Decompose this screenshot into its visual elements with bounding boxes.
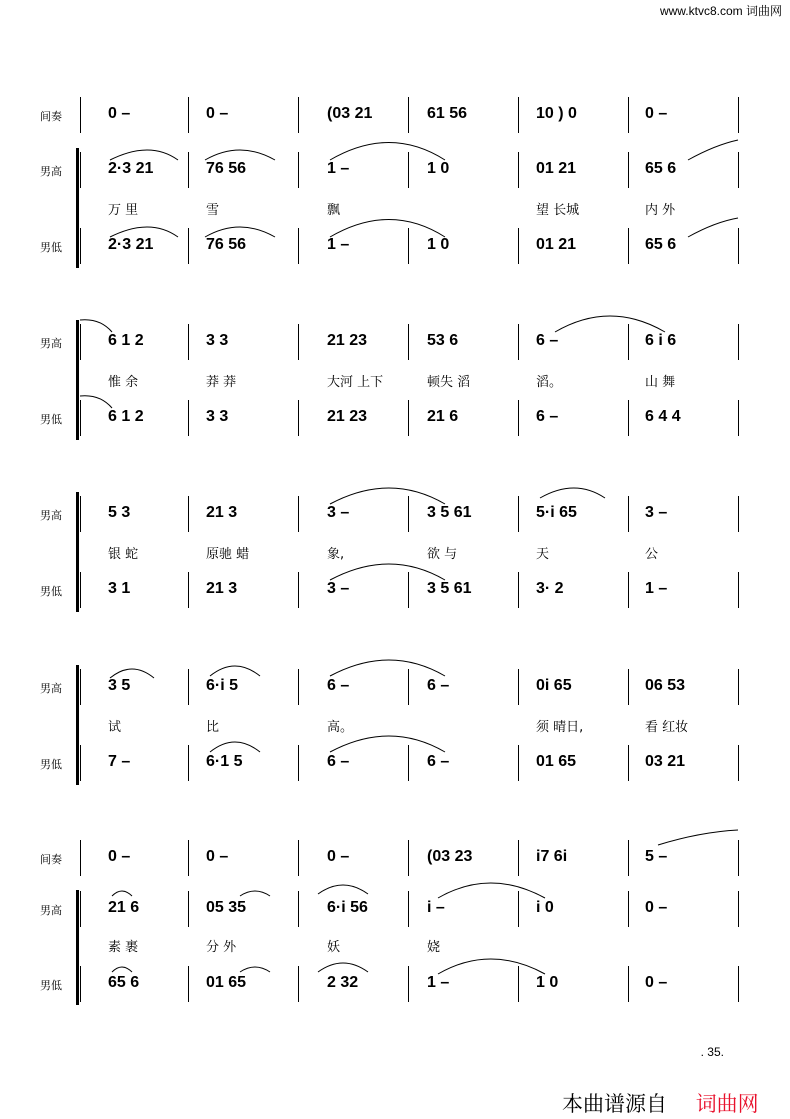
note-group: 6 i 6 — [645, 332, 677, 349]
note-group: 65 6 — [645, 236, 677, 253]
note-group: 3 – — [327, 504, 350, 521]
note-group: 1 – — [327, 160, 350, 177]
slur — [112, 891, 132, 896]
slur — [330, 736, 445, 752]
slur — [330, 564, 445, 580]
voice-label: 男低 — [40, 585, 62, 598]
note-group: 3 5 — [108, 677, 131, 694]
lyric-text: 公 — [645, 547, 659, 562]
lyric-text: 高。 — [327, 720, 354, 735]
lyric-text: 象, — [327, 547, 345, 562]
lyric-text: 妖 — [327, 940, 341, 955]
voice-label: 间奏 — [40, 853, 62, 866]
note-group: 6 – — [327, 753, 350, 770]
note-group: 3 3 — [206, 332, 229, 349]
note-group: 65 6 — [645, 160, 677, 177]
note-group: 1 – — [327, 236, 350, 253]
slur — [210, 742, 260, 752]
slur — [240, 891, 270, 896]
lyric-text: 滔。 — [536, 375, 563, 390]
slur — [318, 885, 368, 894]
lyric-text: 欲 与 — [427, 547, 458, 562]
slur — [210, 666, 260, 676]
note-group: 3 1 — [108, 580, 131, 597]
note-group: 21 23 — [327, 408, 368, 425]
slur — [240, 967, 270, 972]
slur — [110, 150, 178, 160]
lyric-text: 娆 — [427, 940, 441, 955]
note-group: 53 6 — [427, 332, 459, 349]
lyric-text: 顿失 滔 — [427, 375, 471, 390]
lyric-text: 银 蛇 — [108, 547, 139, 562]
note-group: 3 3 — [206, 408, 229, 425]
note-group: 6 – — [536, 408, 559, 425]
lyric-text: 内 外 — [645, 203, 676, 218]
note-group: 3 5 61 — [427, 504, 472, 521]
lyric-text: 惟 余 — [108, 375, 139, 390]
note-group: 01 21 — [536, 236, 577, 253]
voice-label: 男高 — [40, 904, 62, 917]
note-group: i 0 — [536, 899, 554, 916]
note-group: 6 – — [427, 677, 450, 694]
note-group: (03 21 — [327, 105, 373, 122]
site-watermark: www.ktvc8.com 词曲网 — [659, 4, 782, 18]
note-group: 21 3 — [206, 504, 238, 521]
slur — [205, 227, 275, 237]
note-group: 21 6 — [108, 899, 140, 916]
slur — [330, 220, 445, 238]
slur — [330, 488, 445, 504]
slur — [80, 320, 112, 332]
note-group: 0 – — [327, 848, 350, 865]
footer-source-text: 本曲谱源自 — [562, 1092, 667, 1116]
note-group: 06 53 — [645, 677, 686, 694]
note-group: 0 – — [206, 848, 229, 865]
slur — [438, 959, 545, 974]
slur — [540, 488, 605, 498]
note-group: 01 21 — [536, 160, 577, 177]
note-group: 05 35 — [206, 899, 247, 916]
note-group: 1 0 — [427, 160, 450, 177]
note-group: 1 – — [427, 974, 450, 991]
slur — [555, 316, 665, 332]
voice-label: 男低 — [40, 758, 62, 771]
lyric-text: 天 — [536, 547, 550, 562]
note-group: 61 56 — [427, 105, 468, 122]
lyric-text: 望 长城 — [536, 203, 580, 218]
lyric-text: 飘 — [327, 203, 341, 218]
voice-label: 男低 — [40, 979, 62, 992]
note-group: 65 6 — [108, 974, 140, 991]
note-group: 6·i 5 — [206, 677, 239, 694]
note-group: 3· 2 — [536, 580, 564, 597]
page-number: . 35. — [700, 1045, 724, 1059]
note-group: 6 – — [536, 332, 559, 349]
note-group: 6 – — [427, 753, 450, 770]
note-group: 01 65 — [206, 974, 247, 991]
note-group: 0 – — [645, 899, 668, 916]
note-group: 21 3 — [206, 580, 238, 597]
note-group: 3 – — [645, 504, 668, 521]
note-group: 03 21 — [645, 753, 686, 770]
note-group: 21 23 — [327, 332, 368, 349]
voice-label: 间奏 — [40, 110, 62, 123]
note-group: 1 0 — [536, 974, 559, 991]
note-group: 76 56 — [206, 236, 247, 253]
lyric-text: 雪 — [206, 203, 220, 218]
voice-label: 男高 — [40, 682, 62, 695]
note-group: (03 23 — [427, 848, 473, 865]
note-group: 2·3 21 — [108, 160, 154, 177]
note-group: 6 1 2 — [108, 332, 144, 349]
slur — [438, 883, 545, 898]
note-group: 1 0 — [427, 236, 450, 253]
note-group: 6 4 4 — [645, 408, 681, 425]
note-group: 0 – — [645, 974, 668, 991]
lyric-text: 比 — [206, 720, 220, 735]
note-group: 5·i 65 — [536, 504, 577, 521]
note-group: 6·i 56 — [327, 899, 368, 916]
lyric-text: 莽 莽 — [206, 375, 237, 390]
note-group: 5 – — [645, 848, 668, 865]
lyric-text: 看 红妆 — [645, 720, 689, 735]
note-group: 2 32 — [327, 974, 359, 991]
slur — [330, 143, 445, 161]
note-group: 1 – — [645, 580, 668, 597]
lyric-text: 万 里 — [108, 203, 139, 218]
note-group: 76 56 — [206, 160, 247, 177]
note-group: 6·1 5 — [206, 753, 243, 770]
note-group: 3 – — [327, 580, 350, 597]
note-group: 0 – — [108, 105, 131, 122]
note-group: i – — [427, 899, 445, 916]
voice-label: 男高 — [40, 165, 62, 178]
slur — [688, 140, 738, 160]
slur — [658, 830, 738, 845]
note-group: 6 1 2 — [108, 408, 144, 425]
slur — [205, 150, 275, 160]
note-group: 0 – — [108, 848, 131, 865]
lyric-text: 分 外 — [206, 940, 237, 955]
note-group: 6 – — [327, 677, 350, 694]
note-group: 7 – — [108, 753, 131, 770]
note-group: 2·3 21 — [108, 236, 154, 253]
lyric-text: 须 晴日, — [536, 720, 584, 735]
note-group: 5 3 — [108, 504, 131, 521]
lyric-text: 试 — [108, 720, 122, 735]
slur — [688, 218, 738, 237]
slur — [330, 660, 445, 676]
note-group: 0i 65 — [536, 677, 572, 694]
lyric-text: 原驰 蜡 — [206, 547, 250, 562]
lyric-text: 山 舞 — [645, 375, 676, 390]
note-group: 01 65 — [536, 753, 577, 770]
voice-label: 男高 — [40, 337, 62, 350]
note-group: i7 6i — [536, 848, 568, 865]
voice-label: 男低 — [40, 241, 62, 254]
note-group: 10 ) 0 — [536, 105, 577, 122]
note-group: 0 – — [645, 105, 668, 122]
footer-brand: 词曲网 — [695, 1092, 759, 1116]
lyric-text: 素 裹 — [108, 940, 139, 955]
slur — [110, 227, 178, 237]
voice-label: 男高 — [40, 509, 62, 522]
voice-label: 男低 — [40, 413, 62, 426]
note-group: 0 – — [206, 105, 229, 122]
lyric-text: 大河 上下 — [327, 375, 384, 390]
note-group: 21 6 — [427, 408, 459, 425]
slur — [318, 963, 368, 972]
slur — [112, 967, 132, 972]
note-group: 3 5 61 — [427, 580, 472, 597]
slur — [80, 396, 112, 408]
slur — [110, 669, 154, 678]
